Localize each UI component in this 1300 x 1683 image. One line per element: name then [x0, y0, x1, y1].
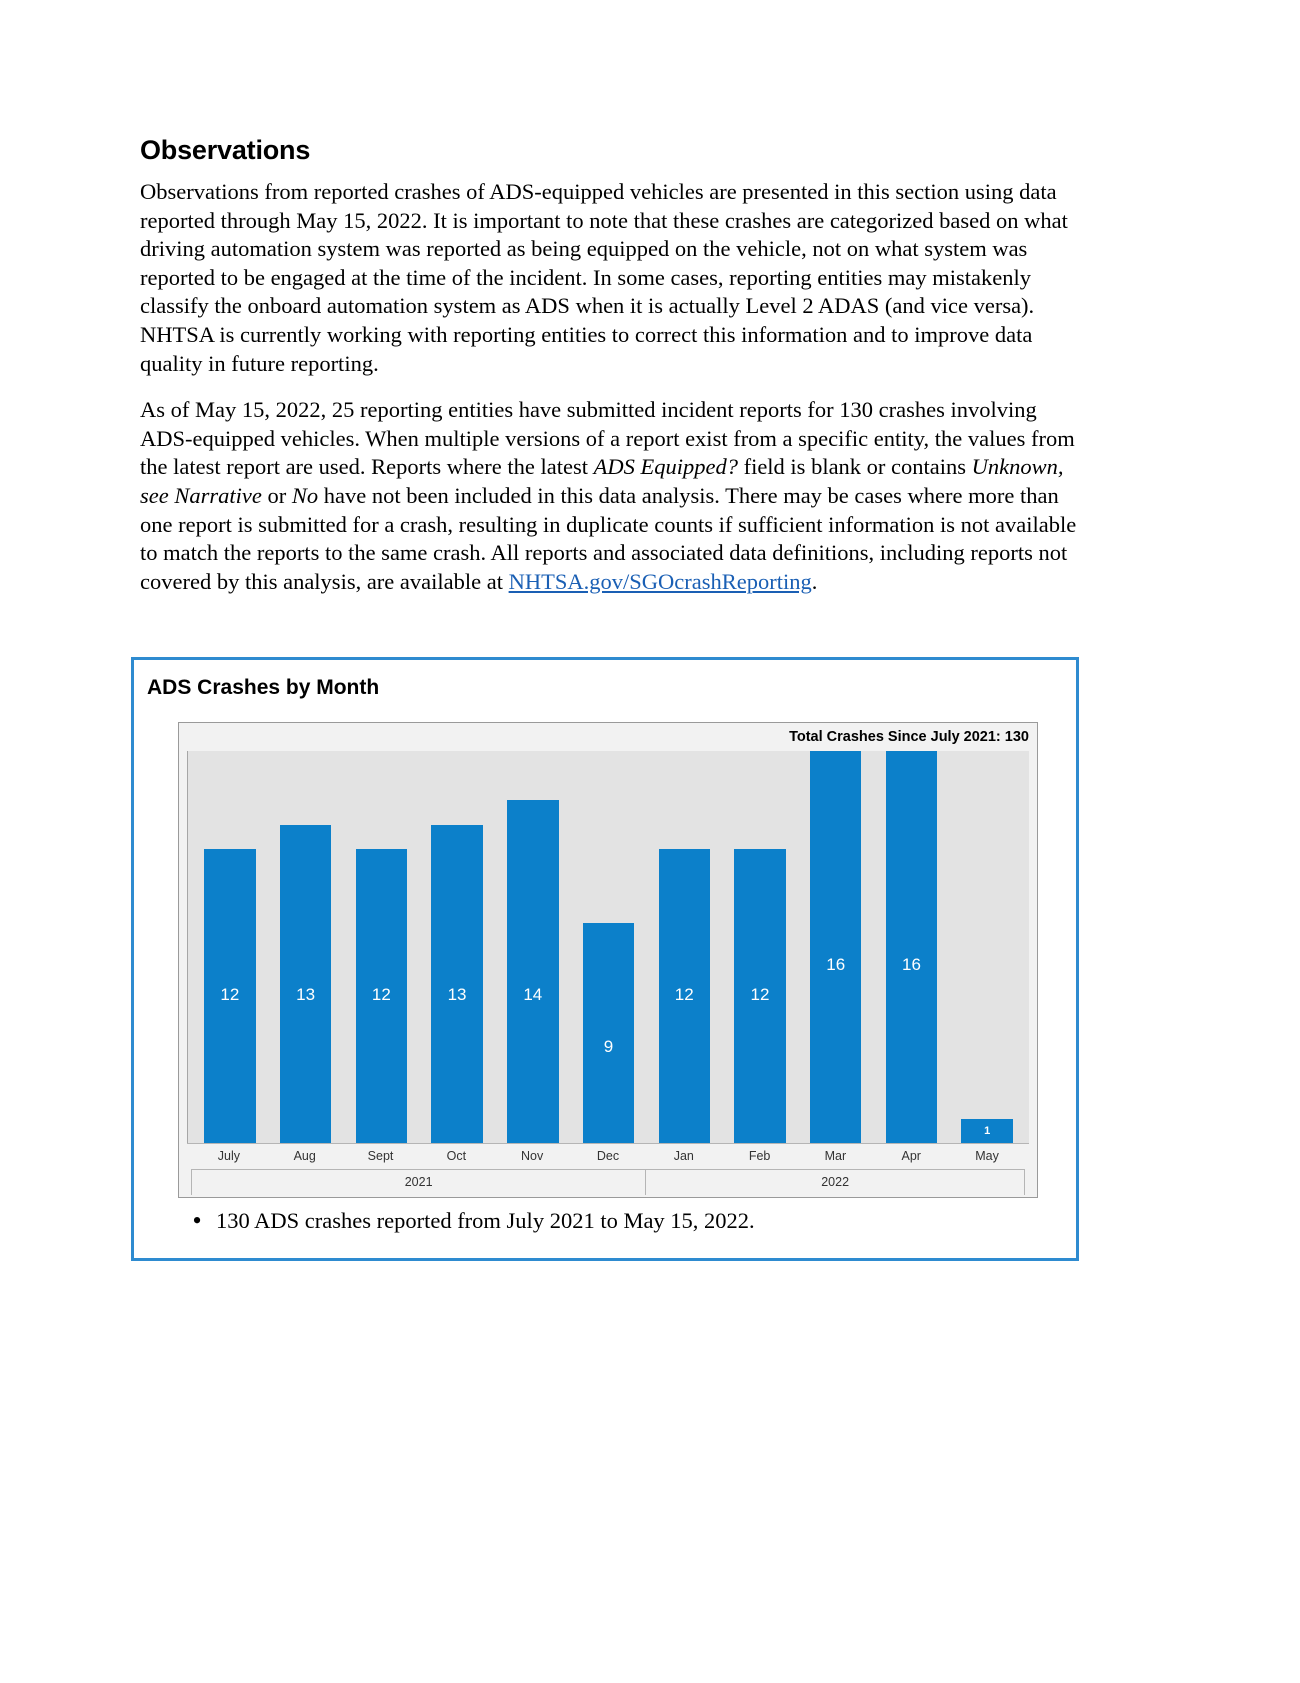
- bar-cell: [798, 751, 874, 1143]
- chart-bars-region: [187, 751, 1029, 1143]
- paragraph-observations-intro: Observations from reported crashes of ADS-equipped vehicles are presented in this section using data reported through May 15, 2022. It is important to note that these crashes are categorized based on what driving automation system was reported as being equipped on the vehicle, not on what system was reported to be engaged at the time of the incident. In some cases, reporting entities may mistakenly classify the onboard automation system as ADS when it is actually Level 2 ADAS (and vice versa). NHTSA is currently working with reporting entities to correct this information and to improve data quality in future reporting.: [140, 179, 1068, 376]
- x-tick-mar: Mar: [824, 1149, 847, 1163]
- bar-cell: [571, 751, 647, 1143]
- bar-value-label: 12: [371, 985, 391, 1004]
- x-tick-july: July: [217, 1149, 241, 1163]
- paragraph-2-text-1: As of May 15, 2022, 25 reporting entities have submitted incident reports for 130 crashes involving ADS-equipped vehicles. When multiple versions of a report exist from a specific entity, the values from the latest report are used. Reports where the latest: [140, 397, 1075, 480]
- x-tick-may: May: [975, 1149, 999, 1163]
- bar-july: [204, 849, 255, 1143]
- bar-mar: [810, 751, 861, 1143]
- bar-aug: [280, 825, 331, 1144]
- bar-nov: [507, 800, 558, 1143]
- bar-cell: [419, 751, 495, 1143]
- bullet-marker-icon: •: [192, 1206, 202, 1235]
- bar-cell: [343, 751, 419, 1143]
- x-tick-apr: Apr: [901, 1149, 921, 1163]
- paragraph-reporting-summary: [140, 396, 1080, 596]
- bar-value-label: 12: [674, 985, 694, 1004]
- nhtsa-sgo-crash-reporting-link[interactable]: NHTSA.gov/SGOcrashReporting: [508, 568, 812, 594]
- bar-oct: [431, 825, 482, 1144]
- x-axis-year-labels: [187, 1169, 1029, 1195]
- x-group-label-2021: 2021: [191, 1169, 645, 1195]
- bar-value-label: 13: [296, 985, 316, 1004]
- page-title: Observations: [140, 135, 311, 165]
- bar-cell: [722, 751, 798, 1143]
- paragraph-2-text-5: .: [811, 568, 818, 594]
- x-axis-month-labels: [187, 1143, 1029, 1169]
- x-tick-jan: Jan: [673, 1149, 694, 1163]
- x-tick-sept: Sept: [367, 1149, 394, 1163]
- paragraph-2-text-2: field is blank or contains: [737, 454, 972, 480]
- paragraph-2-text-4: have not been included in this data analysis. There may be cases where more than one report is submitted for a crash, resulting in duplicate counts if sufficient information is not available to match the reports to the same crash. All reports and associated data definitions, including reports not covered by this analysis, are available at: [140, 482, 1077, 594]
- paragraph-2-italic-unknown: Unknown, see Narrative: [140, 454, 1064, 508]
- chart-callout-box: [131, 657, 1079, 1261]
- bar-value-label: 12: [220, 985, 240, 1004]
- bar-cell: [874, 751, 950, 1143]
- bar-value-label: 14: [523, 985, 543, 1004]
- x-tick-nov: Nov: [521, 1149, 544, 1163]
- bar-apr: [886, 751, 937, 1143]
- document-body: [140, 135, 1080, 596]
- bar-dec: [583, 923, 634, 1144]
- chart-plot-area: [178, 722, 1038, 1198]
- bar-cell: [495, 751, 571, 1143]
- bar-cell: [192, 751, 268, 1143]
- x-tick-feb: Feb: [748, 1149, 771, 1163]
- chart-title: ADS Crashes by Month: [147, 676, 380, 699]
- chart-bullet-note: [178, 1208, 1048, 1234]
- bar-value-label: 9: [603, 1037, 614, 1056]
- bar-sept: [356, 849, 407, 1143]
- bar-value-label: 1: [984, 1125, 991, 1137]
- bar-jan: [659, 849, 710, 1143]
- bar-value-label: 12: [750, 985, 770, 1004]
- x-tick-aug: Aug: [293, 1149, 316, 1163]
- bar-may: [961, 1119, 1012, 1144]
- bullet-text: 130 ADS crashes reported from July 2021 to May 15, 2022.: [216, 1208, 755, 1233]
- paragraph-2-italic-ads-equipped: ADS Equipped?: [593, 454, 738, 480]
- x-tick-dec: Dec: [596, 1149, 620, 1163]
- bar-cell: [949, 751, 1025, 1143]
- bar-value-label: 16: [826, 955, 846, 974]
- x-group-label-2022: 2022: [645, 1169, 1025, 1195]
- x-tick-oct: Oct: [446, 1149, 467, 1163]
- paragraph-2-italic-no: No: [291, 482, 319, 508]
- bar-feb: [734, 849, 785, 1143]
- chart-total-annotation: Total Crashes Since July 2021: 130: [789, 729, 1029, 745]
- bar-value-label: 13: [447, 985, 467, 1004]
- paragraph-2-text-3: or: [261, 482, 292, 508]
- bar-series: [188, 751, 1029, 1143]
- bar-cell: [646, 751, 722, 1143]
- bar-cell: [268, 751, 344, 1143]
- bar-value-label: 16: [902, 955, 921, 974]
